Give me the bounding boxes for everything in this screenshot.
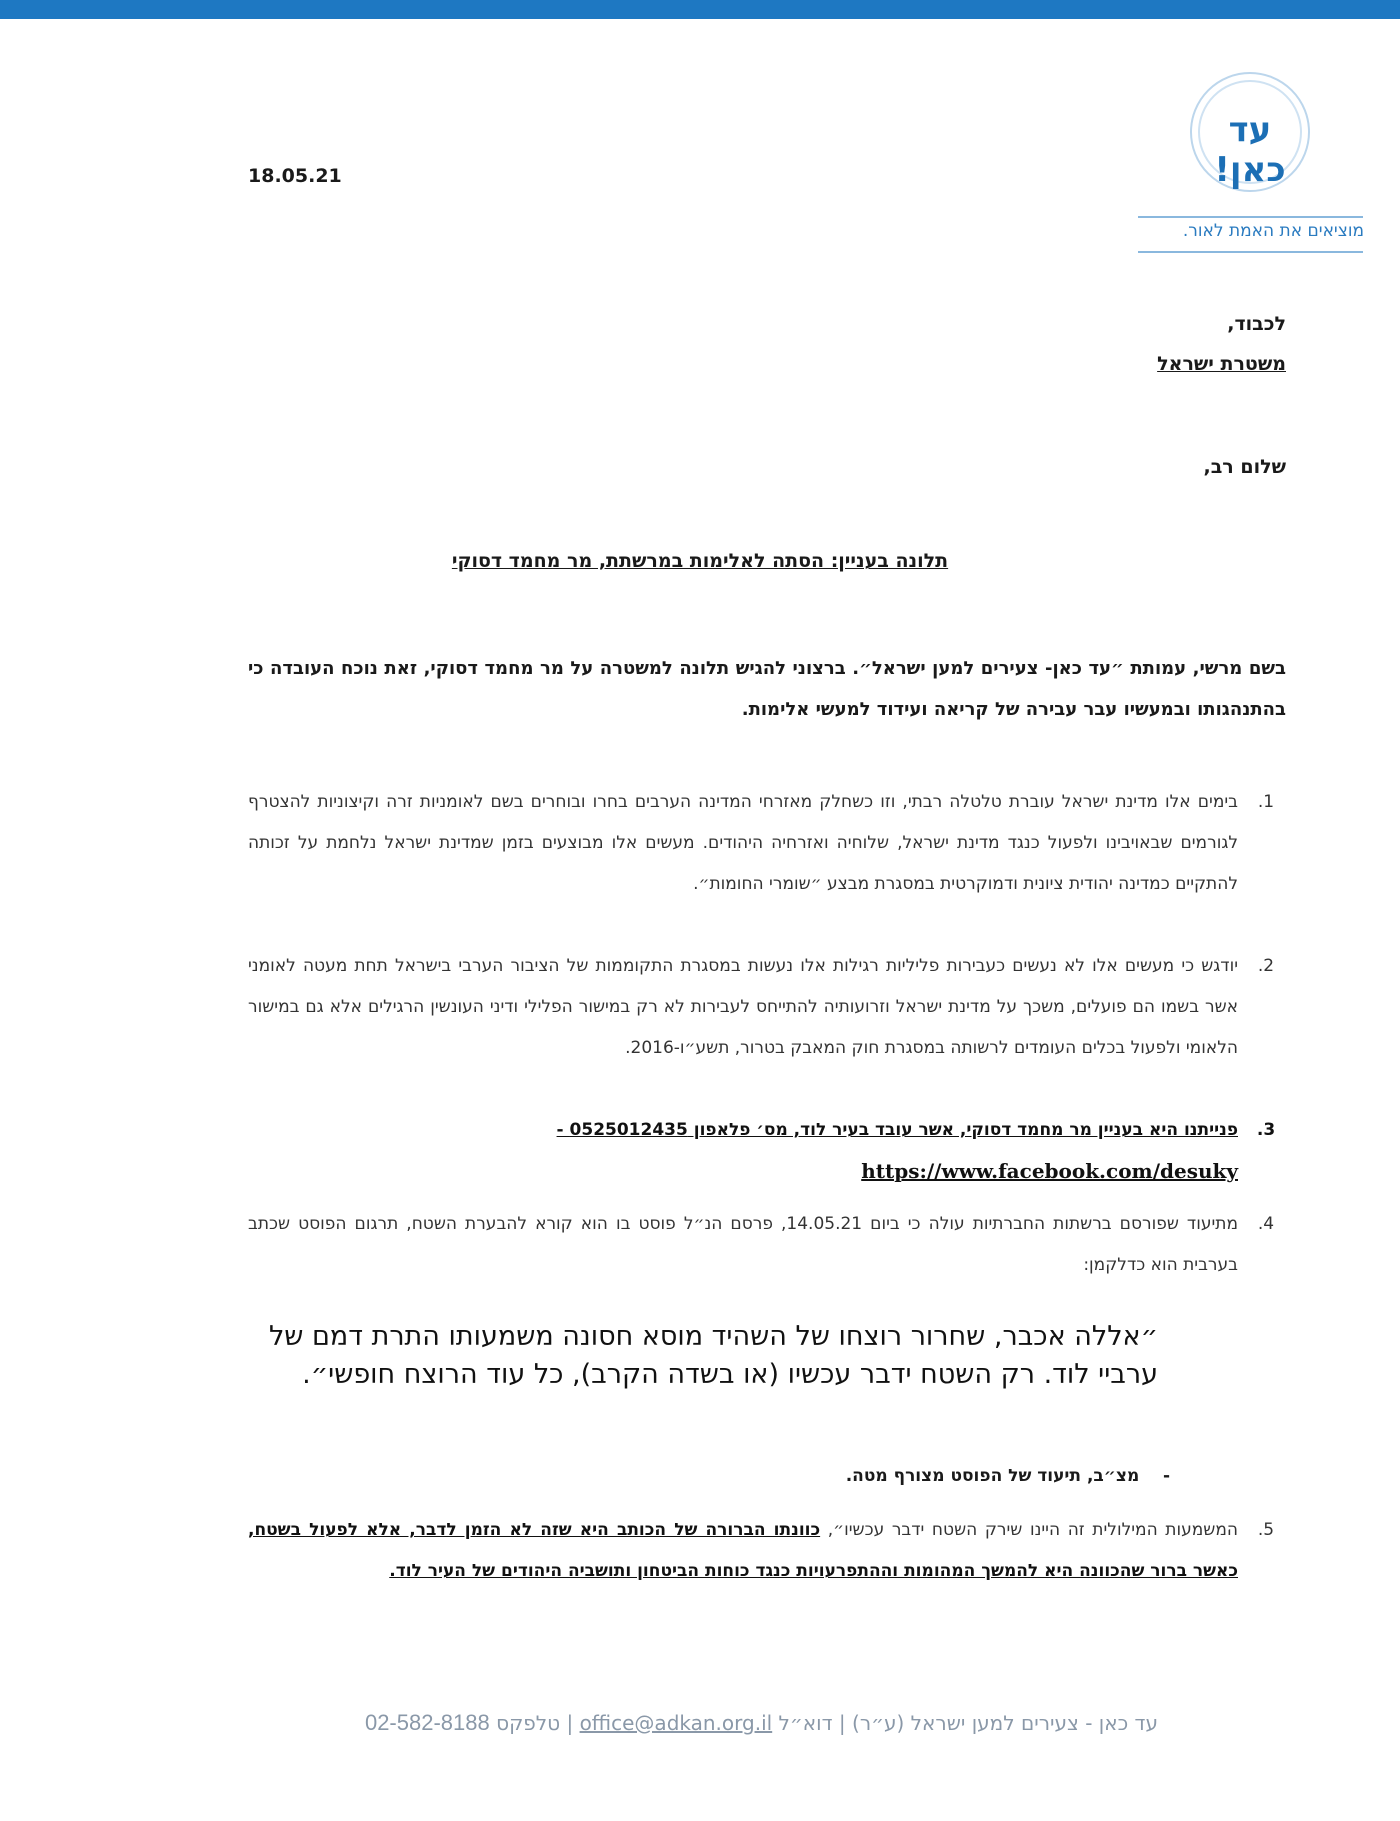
list-number: 3.: [1256, 1120, 1276, 1140]
list-item-text: המשמעות המילולית זה היינו שירק השטח ידבר עכשיו״,: [820, 1520, 1238, 1540]
slogan-rule-top: [1138, 216, 1363, 218]
letter-date: 18.05.21: [248, 165, 342, 187]
list-item-text: מתיעוד שפורסם ברשתות החברתיות עולה כי ביום 14.05.21, פרסם הנ״ל פוסט בו הוא קורא להבערת השטח, תרגום הפוסט שכתב בערבית הוא כדלקמן:: [248, 1214, 1239, 1275]
bullet-marker: -: [1162, 1466, 1170, 1486]
letter-subject: [200, 550, 1200, 572]
greeting: שלום רב,: [1203, 456, 1286, 478]
list-item-text: יודגש כי מעשים אלו לא נעשים כעבירות פליליות רגילות אלו נעשות במסגרת התקוממות של הציבור הערבי בישראל תחת מעטה לאומני אשר בשמו הם פועלים, משכך על מדינת ישראל וזרועותיה להתייחס לעבירות לא רק במישור הפלילי ודיני העונשין הרגילים אלא גם במישור הלאומי ולפעול בכלים העומדים לרשותה במסגרת חוק המאבק בטרור, תשע״ו-2016.: [248, 956, 1238, 1058]
logo-slogan: מוציאים את האמת לאור.: [1182, 221, 1364, 241]
list-item-text: בימים אלו מדינת ישראל עוברת טלטלה רבתי, וזו כשחלק מאזרחי המדינה הערבים בחרו ובוחרים בשם לאומניות זרה וקיצוניות להצטרף לגורמים שבאויבינו ולפעול כנגד מדינת ישראל, שלוחיה ואזרחיה היהודים. מעשים אלו מבוצעים בזמן שמדינת ישראל נלחמת על זכותה להתקיים כמדינה יהודית ציונית ודמוקרטית במסגרת מבצע ״שומרי החומות״.: [248, 792, 1238, 894]
slogan-rule-bottom: [1138, 251, 1363, 253]
list-number: 4.: [1257, 1214, 1275, 1234]
attachment-note: [600, 1466, 1170, 1486]
top-accent-bar: [0, 0, 1400, 19]
subject-text: תלונה בעניין: הסתה לאלימות במרשתת, מר מחמד דסוקי: [451, 550, 949, 572]
recipient-salutation: לכבוד,: [1227, 313, 1286, 335]
list-number: 2.: [1257, 956, 1275, 976]
attachment-note-text: מצ״ב, תיעוד של הפוסט מצורף מטה.: [845, 1466, 1140, 1486]
list-item-4: [248, 1204, 1286, 1286]
footer-phone-label: טלפקס: [496, 1711, 561, 1735]
organization-logo: [1130, 70, 1370, 270]
letter-footer: [248, 1710, 1158, 1736]
list-number: 5.: [1257, 1520, 1275, 1540]
list-item-1: [248, 782, 1286, 905]
footer-email-label: דוא״ל: [778, 1711, 833, 1735]
footer-separator: |: [838, 1711, 846, 1735]
list-number: 1.: [1257, 792, 1275, 812]
list-item-2: [248, 946, 1286, 1069]
logo-name: עד כאן!: [1214, 110, 1286, 190]
intro-paragraph: בשם מרשי, עמותת ״עד כאן- צעירים למען ישראל״. ברצוני להגיש תלונה למשטרה על מר מחמד דסוקי, זאת נוכח העובדה כי בהתנהגותו ובמעשיו עבר עבירה של קריאה ועידוד למעשי אלימות.: [248, 658, 1286, 720]
list-item-3: [248, 1110, 1286, 1192]
list-item-emphasis: כוונתו הברורה של הכותב היא שזה לא הזמן לדבר, אלא לפעול בשטח, כאשר ברור שהכוונה היא להמשך המהומות וההתפרעויות כנגד כוחות הביטחון ותושביה היהודים של העיר לוד.: [248, 1520, 1238, 1581]
footer-email-link[interactable]: office@adkan.org.il: [579, 1711, 773, 1735]
recipient-name: משטרת ישראל: [1157, 353, 1286, 375]
facebook-profile-link[interactable]: https://www.facebook.com/desuky: [861, 1159, 1238, 1183]
footer-phone: 02-582-8188: [364, 1710, 490, 1735]
translated-post-quote: ״אללה אכבר, שחרור רוצחו של השהיד מוסא חסונה משמעותו התרת דמם של ערביי לוד. רק השטח ידבר עכשיו (או בשדה הקרב), כל עוד הרוצח חופשי״.: [268, 1321, 1158, 1390]
footer-org: עד כאן - צעירים למען ישראל (ע״ר): [852, 1711, 1158, 1735]
list-item-5: [248, 1510, 1286, 1592]
footer-separator-2: |: [566, 1711, 574, 1735]
list-item-text: פנייתנו היא בעניין מר מחמד דסוקי, אשר עובד בעיר לוד, מס׳ פלאפון 0525012435 -: [556, 1120, 1238, 1140]
